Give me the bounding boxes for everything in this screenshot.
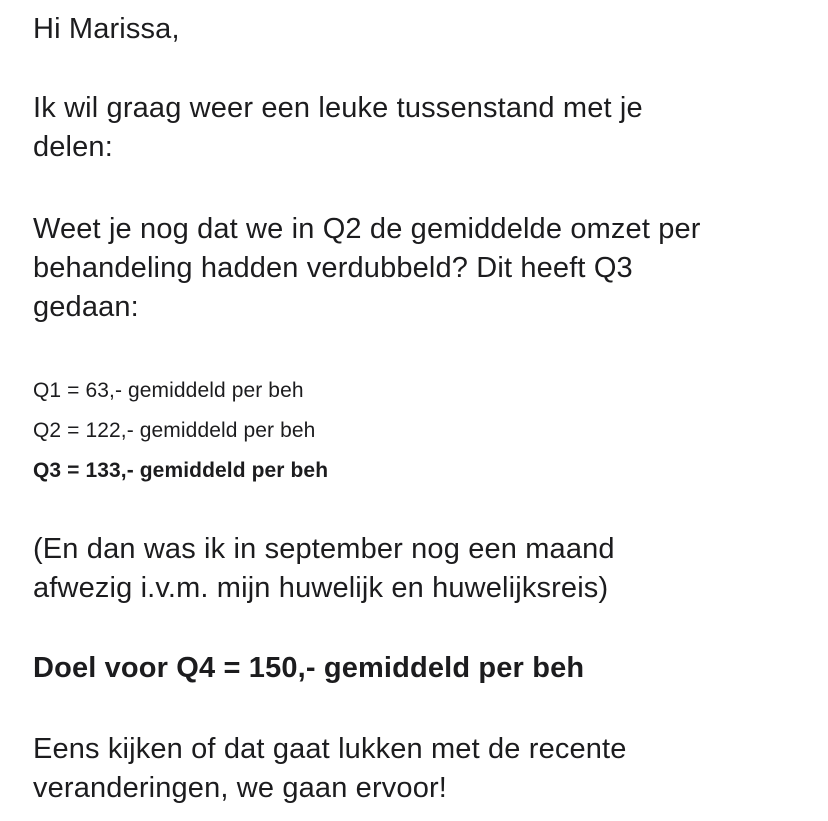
note-line-2: afwezig i.v.m. mijn huwelijk en huwelijksreis) (33, 572, 609, 604)
greeting: Hi Marissa, (33, 13, 180, 45)
context-line-3: gedaan: (33, 291, 139, 323)
intro-line-2: delen: (33, 131, 113, 163)
closing-line-1: Eens kijken of dat gaat lukken met de recente (33, 733, 627, 765)
goal-line: Doel voor Q4 = 150,- gemiddeld per beh (33, 652, 585, 684)
intro-line-1: Ik wil graag weer een leuke tussenstand met je (33, 92, 643, 124)
context-line-2: behandeling hadden verdubbeld? Dit heeft Q3 (33, 252, 633, 284)
context-line-1: Weet je nog dat we in Q2 de gemiddelde omzet per (33, 213, 701, 245)
quarter-q3: Q3 = 133,- gemiddeld per beh (33, 459, 329, 482)
quarter-q1: Q1 = 63,- gemiddeld per beh (33, 379, 304, 402)
quarter-q2: Q2 = 122,- gemiddeld per beh (33, 419, 316, 442)
closing-line-2: veranderingen, we gaan ervoor! (33, 772, 447, 804)
note-line-1: (En dan was ik in september nog een maand (33, 533, 615, 565)
